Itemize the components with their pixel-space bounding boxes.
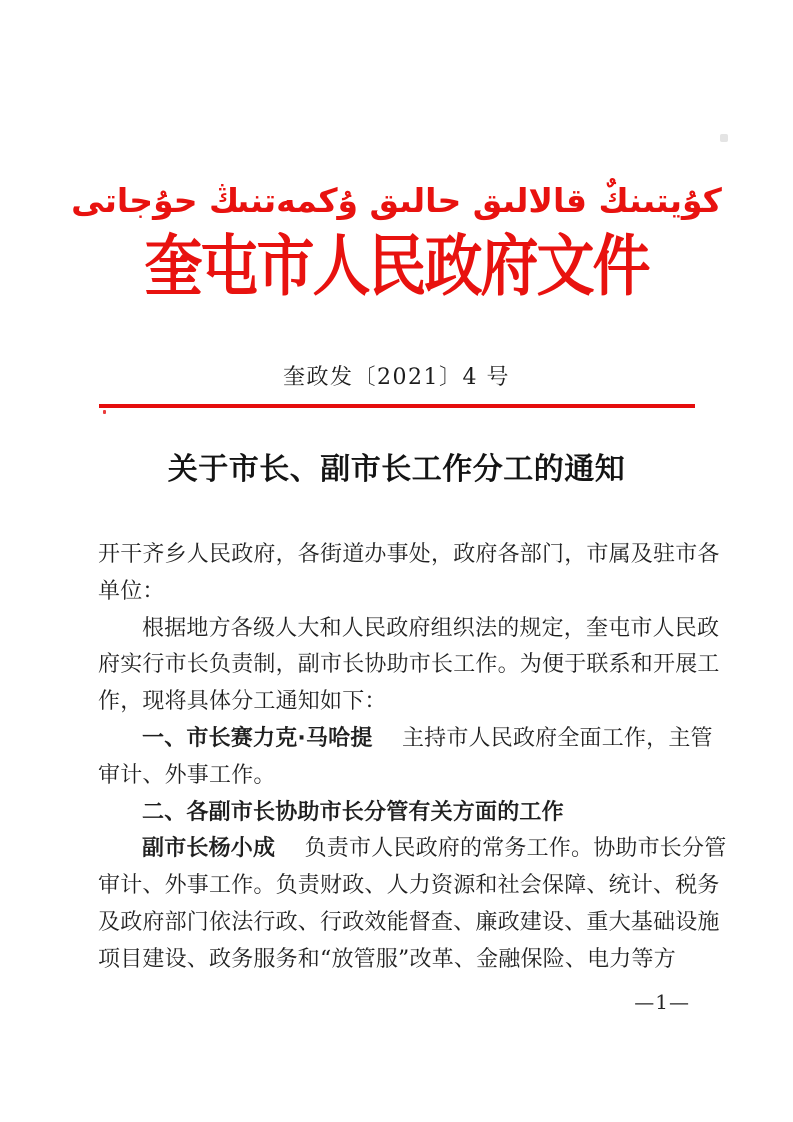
body-text-run: 开干齐乡人民政府，各街道办事处，政府各部门，市属及驻市各 [98, 542, 720, 567]
body-text-run: 及政府部门依法行政、行政效能督查、廉政建设、重大基础设施 [98, 909, 720, 935]
body-text-line [98, 942, 698, 979]
document-body [98, 537, 727, 979]
scan-artifact-mark [720, 134, 728, 142]
red-line-speck [103, 410, 106, 414]
body-text-run: 府实行市长负责制，副市长协助市长工作。为便于联系和开展工 [98, 652, 720, 678]
body-text-run: 审计、外事工作。负责财政、人力资源和社会保障、统计、税务 [98, 873, 720, 899]
body-text-line [98, 611, 720, 648]
page-number: —1— [634, 990, 690, 1014]
body-text-run-bold: 副市长杨小成 [142, 836, 276, 862]
red-divider-line [99, 404, 695, 408]
body-text-run: 负责市人民政府的常务工作。协助市长分管 [275, 836, 727, 862]
body-text-line [98, 905, 720, 942]
body-text-line [98, 574, 698, 611]
body-text-line [98, 868, 720, 905]
body-text-run-bold: 一、市长赛力克·马哈提 [142, 725, 373, 751]
body-text-line [98, 758, 698, 795]
body-text-run: 审计、外事工作。 [98, 762, 276, 788]
body-text-line [98, 537, 720, 574]
document-title: 关于市长、副市长工作分工的通知 [167, 452, 626, 487]
body-text-run: 根据地方各级人大和人民政府组织法的规定，奎屯市人民政 [142, 615, 720, 641]
body-text-run: 主持市人民政府全面工作，主管 [372, 725, 713, 751]
body-text-run: 作，现将具体分工通知如下： [98, 689, 387, 715]
body-text-run-bold: 二、各副市长协助市长分管有关方面的工作 [142, 799, 564, 825]
body-text-line [98, 647, 720, 684]
header-uyghur-title: كۇيتىنكٌ قالالىق حالىق ۇكمەتنىڭ حۇجاتى [71, 181, 722, 220]
header-agency-title: 奎屯市人民政府文件 [144, 226, 649, 306]
body-text-line [98, 721, 713, 758]
body-text-line [98, 684, 698, 721]
document-number: 奎政发〔2021〕4 号 [283, 365, 510, 390]
body-text-line [98, 795, 698, 832]
body-text-run: 单位： [98, 578, 165, 604]
body-text-line [98, 831, 727, 868]
body-text-run: 项目建设、政务服务和“放管服”改革、金融保险、电力等方 [98, 946, 676, 972]
